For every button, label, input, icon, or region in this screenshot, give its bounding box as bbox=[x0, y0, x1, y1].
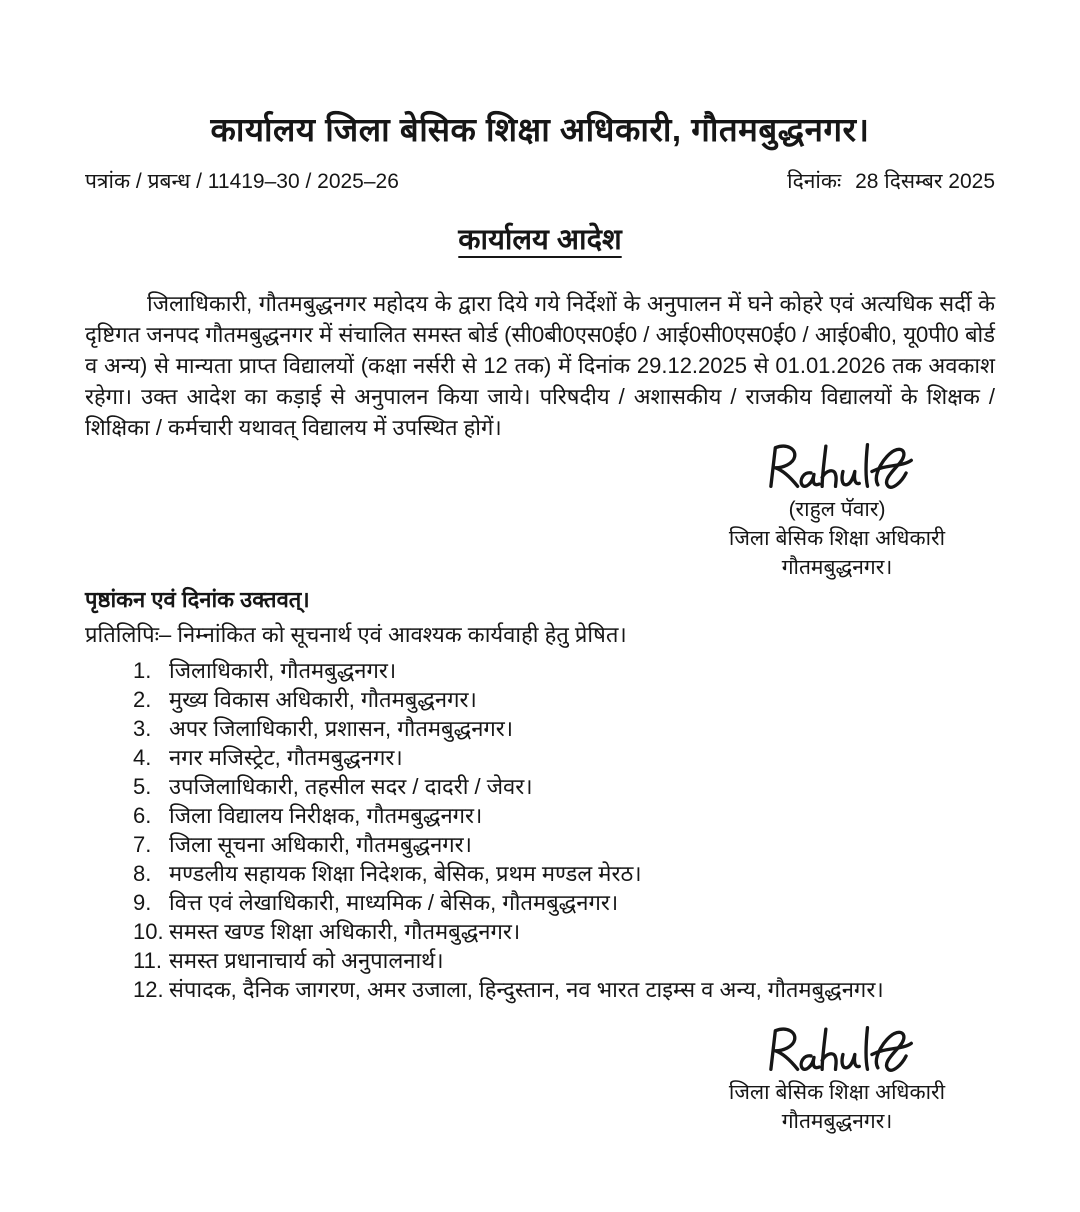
list-item bbox=[133, 830, 995, 859]
office-title: कार्यालय जिला बेसिक शिक्षा अधिकारी, गौतमबुद्धनगर। bbox=[210, 111, 870, 148]
list-item-number: 1. bbox=[133, 658, 152, 683]
order-body: जिलाधिकारी, गौतमबुद्धनगर महोदय के द्वारा दिये गये निर्देशों के अनुपालन में घने कोहरे एवं अत्यधिक सर्दी के दृष्टिगत जनपद गौतमबुद्धनगर में संचालित समस्त बोर्ड (सी0बी0एस0ई0 / आई0सी0एस0ई0 / आई0बी0, यू0पी0 बोर्ड व अन्य) से मान्यता प्राप्त विद्यालयों (कक्षा नर्सरी से 12 तक) में दिनांक 29.12.2025 से 01.01.2026 तक अवकाश रहेगा। उक्त आदेश का कड़ाई से अनुपालन किया जाये। परिषदीय / अशासकीय / राजकीय विद्यालयों के शिक्षक / शिक्षिका / कर्मचारी यथावत् विद्यालय में उपस्थित होगें। bbox=[85, 291, 995, 440]
signatory-district: गौतमबुद्धनगर। bbox=[781, 556, 893, 579]
signature-icon bbox=[759, 1020, 915, 1080]
list-item-number: 12. bbox=[133, 977, 164, 1002]
list-item bbox=[133, 975, 995, 1004]
list-item-text: जिलाधिकारी, गौतमबुद्धनगर। bbox=[169, 658, 397, 683]
list-item bbox=[133, 772, 995, 801]
list-item bbox=[133, 859, 995, 888]
signatory-designation: जिला बेसिक शिक्षा अधिकारी bbox=[728, 527, 946, 550]
list-item-number: 3. bbox=[133, 716, 152, 741]
list-item-text: मण्डलीय सहायक शिक्षा निदेशक, बेसिक, प्रथम मण्डल मेरठ। bbox=[169, 861, 642, 886]
signature-block-bottom bbox=[679, 1020, 995, 1136]
list-item-text: जिला विद्यालय निरीक्षक, गौतमबुद्धनगर। bbox=[169, 803, 483, 828]
list-item bbox=[133, 656, 995, 685]
order-title-text: कार्यालय आदेश bbox=[458, 224, 622, 256]
signatory-designation: जिला बेसिक शिक्षा अधिकारी bbox=[728, 1081, 946, 1104]
copy-to-line: प्रतिलिपिः– निम्नांकित को सूचनार्थ एवं आवश्यक कार्यवाही हेतु प्रेषित। bbox=[85, 622, 627, 647]
signature-icon bbox=[759, 437, 915, 497]
list-item bbox=[133, 714, 995, 743]
list-item-number: 10. bbox=[133, 919, 164, 944]
list-item-number: 11. bbox=[133, 948, 162, 973]
list-item-text: मुख्य विकास अधिकारी, गौतमबुद्धनगर। bbox=[169, 687, 477, 712]
letter-date bbox=[779, 167, 995, 195]
list-item bbox=[133, 888, 995, 917]
list-item-number: 5. bbox=[133, 774, 152, 799]
list-item-number: 9. bbox=[133, 890, 152, 915]
letter-number: पत्रांक / प्रबन्ध / 11419–30 / 2025–26 bbox=[85, 170, 399, 193]
list-item-number: 2. bbox=[133, 687, 152, 712]
list-item-text: समस्त खण्ड शिक्षा अधिकारी, गौतमबुद्धनगर। bbox=[169, 919, 521, 944]
order-title bbox=[85, 219, 995, 258]
reference-row bbox=[85, 167, 995, 195]
endorsement-heading: पृष्ठांकन एवं दिनांक उक्तवत्। bbox=[85, 587, 310, 612]
list-item-number: 6. bbox=[133, 803, 152, 828]
list-item-number: 8. bbox=[133, 861, 152, 886]
list-item-text: अपर जिलाधिकारी, प्रशासन, गौतमबुद्धनगर। bbox=[169, 716, 514, 741]
list-item-text: उपजिलाधिकारी, तहसील सदर / दादरी / जेवर। bbox=[169, 774, 533, 799]
list-item-text: संपादक, दैनिक जागरण, अमर उजाला, हिन्दुस्तान, नव भारत टाइम्स व अन्य, गौतमबुद्धनगर। bbox=[169, 977, 884, 1002]
signature-block-top bbox=[679, 437, 995, 582]
date-value: 28 दिसम्बर 2025 bbox=[855, 170, 995, 193]
list-item-text: जिला सूचना अधिकारी, गौतमबुद्धनगर। bbox=[169, 832, 473, 857]
copy-list bbox=[85, 656, 995, 1004]
list-item bbox=[133, 917, 995, 946]
list-item-number: 4. bbox=[133, 745, 152, 770]
date-label: दिनांकः bbox=[787, 170, 842, 193]
list-item bbox=[133, 946, 995, 975]
signatory-name: (राहुल पॅवार) bbox=[788, 498, 886, 521]
list-item-number: 7. bbox=[133, 832, 152, 857]
list-item-text: वित्त एवं लेखाधिकारी, माध्यमिक / बेसिक, गौतमबुद्धनगर। bbox=[169, 890, 619, 915]
list-item-text: समस्त प्रधानाचार्य को अनुपालनार्थ। bbox=[169, 948, 444, 973]
list-item-text: नगर मजिस्ट्रेट, गौतमबुद्धनगर। bbox=[169, 745, 403, 770]
list-item bbox=[133, 685, 995, 714]
list-item bbox=[133, 801, 995, 830]
list-item bbox=[133, 743, 995, 772]
signatory-district: गौतमबुद्धनगर। bbox=[781, 1110, 893, 1133]
